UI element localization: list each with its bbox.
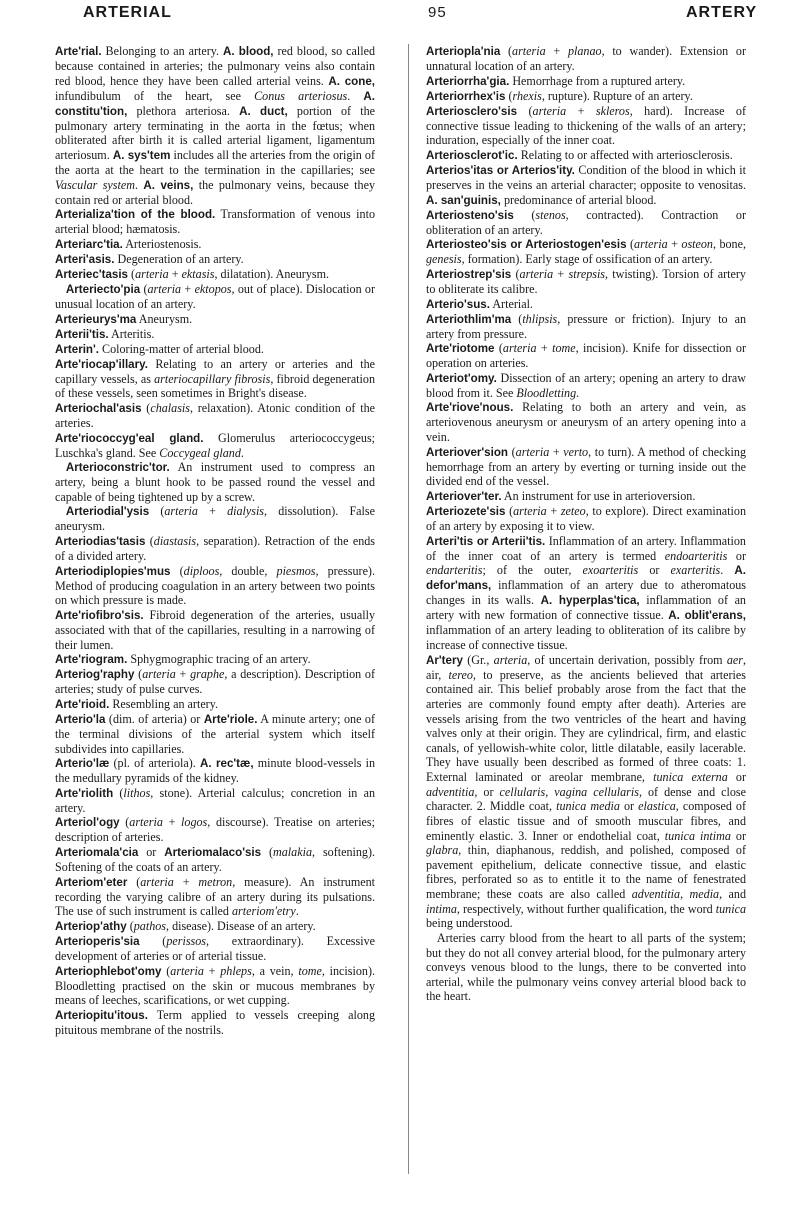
entry-definition: (thlipsis, pressure or friction). Injury to an artery from pressure. (426, 311, 746, 341)
entry-headword: Arteriothlim'ma (426, 312, 512, 326)
entry-headword: Arte'riove'nous. (426, 401, 514, 415)
dictionary-entry (55, 712, 375, 756)
entry-headword: Arteri'tis or Arterii'tis. (426, 534, 546, 548)
entry-headword: Arte'riolith (55, 786, 114, 800)
dictionary-entry (426, 489, 746, 504)
entry-definition: Relating to both an artery and vein, as arteriovenous aneurysm or aneurysm of an artery opening into a vein. (426, 400, 746, 445)
entry-headword: Arterios'itas or Arterios'ity. (426, 163, 575, 177)
dictionary-entry (426, 312, 746, 342)
entry-definition: An instrument used to compress an artery, being a blunt hook to be passed round the vessel and capable of being tightened up by a screw. (55, 460, 375, 504)
entry-headword: Arteriorrha'gia. (426, 74, 510, 88)
entry-headword: Arteriol'ogy (55, 816, 120, 830)
entry-headword: Arteriec'tasis (55, 267, 129, 281)
entry-headword: Arteriorrhex'is (426, 89, 506, 103)
entry-headword: Arteriecto'pia (65, 282, 141, 296)
dictionary-entry (55, 756, 375, 786)
entry-definition: or Arteriomalaco'sis (malakia, softening). Softening of the coats of an artery. (55, 845, 376, 875)
entry-definition: (lithos, stone). Arterial calculus; concretion in an artery. (55, 785, 375, 815)
page-number: 95 (428, 4, 447, 21)
entry-definition: Arteriostenosis. (122, 236, 202, 251)
entry-definition: Glomerulus arteriococcygeus; Luschka's gland. See Coccygeal gland. (55, 430, 376, 460)
entry-headword: Arteriosteno'sis (426, 208, 514, 222)
entry-definition: Arterial. (489, 296, 533, 311)
dictionary-entry (55, 845, 375, 875)
entry-headword: Arte'riofibro'sis. (55, 608, 144, 622)
entry-definition: (arteria + ektopos, out of place). Dislocation or unusual location of an artery. (55, 281, 376, 311)
entry-headword: Arterio'læ (55, 757, 110, 771)
entry-headword: Arte'riotome (426, 342, 495, 356)
entry-headword: Arteriomala'cia (55, 846, 139, 860)
dictionary-entry (426, 148, 746, 163)
entry-definition: (Gr., arteria, of uncertain derivation, possibly from aer, air, tereo, to preserve, as the ancients believed that arteries contained air. This belief probably arose from the fact that the arteries are commonly found empty after death). Arteries are vessels arising from the two ventricles of the heart and having valves only at their origin. They are cylindrical, firm, and elastic canals, of yellowish-white color, little dilatable, easily lacerable. They have usually been described as formed of three coats: 1. External laminated or areolar membrane, tunica externa or adventitia, or cellularis, vagina cellularis, of dense and close character. 2. Middle coat, tunica media or elastica, composed of fibres of elastic tissue and of smooth muscular fibres, and eminently elastic. 3. Inner or endothelial coat, tunica intima or glabra, thin, diaphanous, reddish, and polished, composed of pavement epithelium, delicate connective tissue, and elastic fibres, perforated so as to entitle it to the name of fenestrated membrane; these coats are also called adventitia, media, and intima, respectively, without further qualification, the word tunica being understood. (426, 652, 747, 931)
entry-headword: Arteriopla'nia (426, 45, 501, 58)
entry-definition: (perissos, extraordinary). Excessive development of arteries or of arterial tissue. (55, 934, 375, 964)
entry-definition: (stenos, contracted). Contraction or obliteration of an artery. (426, 207, 746, 237)
entry-headword: Arteriodial'ysis (65, 505, 150, 519)
entry-headword: Arterieurys'ma (55, 312, 137, 326)
entry-definition: (arteria + verto, to turn). A method of checking hemorrhage from an artery by everting or turning inside out the divided end of the vessel. (426, 444, 746, 489)
dictionary-entry (55, 401, 375, 431)
dictionary-entry (55, 919, 375, 934)
entry-definition: Belonging to an artery. A. blood, red blood, so called because contained in arteries; the pulmonary veins also contain red blood, hence they have been called arterial veins. A. cone, infundibulum of the heart, see Conus arteriosus. A. constitu'tion, plethora arteriosa. A. duct, portion of the pulmonary artery terminating in the aorta in the fœtus; when obliterated after birth it is called arterial ligament, ligamentum arteriosum. A. sys'tem includes all the arteries from the origin of the aorta at the heart to the termination in the capillaries; see Vascular system. A. veins, the pulmonary veins, because they contain red or arterial blood. (55, 44, 376, 207)
entry-definition: (rhexis, rupture). Rupture of an artery. (505, 88, 693, 103)
entry-definition: Fibroid degeneration of the arteries, usually associated with that of the capillaries, resulting in a narrowing of their lumen. (55, 607, 375, 652)
dictionary-entry (55, 504, 375, 534)
entry-headword: Arteriodiplopies'mus (55, 564, 171, 578)
dictionary-entry (426, 163, 746, 208)
entry-definition: Transformation of venous into arterial blood; hæmatosis. (55, 207, 375, 237)
dictionary-entry (426, 44, 746, 74)
entry-headword: Arteriop'athy (55, 919, 127, 933)
dictionary-entry (55, 237, 375, 252)
dictionary-entry (55, 875, 375, 919)
dictionary-entry (55, 342, 375, 357)
entry-headword: Arte'riococcyg'eal gland. (55, 431, 204, 445)
dictionary-entry (426, 237, 746, 267)
dictionary-entry (426, 445, 746, 489)
entry-definition: Relating to an artery or arteries and the capillary vessels, as arteriocapillary fibrosis, fibroid degeneration of these vessels, seen sometimes in Bright's disease. (55, 356, 375, 401)
dictionary-entry (426, 104, 746, 148)
header-first-word: ARTERIAL (83, 4, 172, 21)
entry-definition: (arteria + dialysis, dissolution). False aneurysm. (55, 504, 375, 534)
entry-definition: (chalasis, relaxation). Atonic condition of the arteries. (55, 400, 375, 430)
dictionary-entry (55, 1008, 375, 1038)
entry-headword: Arteriosteo'sis or Arteriostogen'esis (426, 238, 627, 252)
dictionary-entry (426, 208, 746, 238)
entry-definition: Aneurysm. (136, 311, 193, 326)
entry-definition: (arteria + zeteo, to explore). Direct examination of an artery by exposing it to view. (426, 504, 746, 534)
entry-headword: Arteriodias'tasis (55, 535, 146, 549)
entry-definition: Coloring-matter of arterial blood. (99, 341, 264, 356)
dictionary-entry (55, 207, 375, 237)
dictionary-entry (426, 504, 746, 534)
dictionary-entry (55, 964, 375, 1008)
dictionary-entry (55, 697, 375, 712)
dictionary-entry (426, 89, 746, 104)
entry-headword: Arteriosclerot'ic. (426, 148, 518, 162)
dictionary-entry (55, 431, 375, 461)
dictionary-entry (426, 297, 746, 312)
dictionary-entry (55, 534, 375, 564)
entry-definition: Hemorrhage from a ruptured artery. (509, 73, 686, 88)
entry-headword: Arterii'tis. (55, 327, 109, 341)
left-column (55, 44, 375, 1038)
entry-definition: Degeneration of an artery. (114, 251, 244, 266)
entry-headword: Arte'riogram. (55, 653, 128, 667)
entry-headword: Arteriophlebot'omy (55, 964, 162, 978)
dictionary-entry (426, 400, 746, 444)
dictionary-entry (55, 460, 375, 504)
entry-definition: Inflammation of an artery. Inflammation of the inner coat of an artery is termed endoarteritis or endarteritis; of the outer, exoarteritis or exarteritis. A. defor'mans, inflammation of an artery due to atheromatous changes in its walls. A. hyperplas'tica, inflammation of an artery with new formation of connective tissue. A. oblit'erans, inflammation of an artery leading to obliteration of its calibre by increase of connective tissue. (426, 533, 746, 652)
entry-definition: (arteria + planao, to wander). Extension or unnatural location of an artery. (426, 44, 747, 74)
column-divider (408, 44, 409, 1174)
entry-headword: Arterio'sus. (426, 297, 490, 311)
entry-definition: (arteria + skleros, hard). Increase of connective tissue leading to thickening of the walls of an artery; induration, especially of the inner coat. (426, 103, 746, 148)
entry-definition: Dissection of an artery; opening an artery to draw blood from it. See Bloodletting. (426, 370, 746, 400)
dictionary-entry (55, 357, 375, 401)
entry-definition: (arteria + logos, discourse). Treatise on arteries; description of arteries. (55, 815, 375, 845)
dictionary-entry (55, 667, 375, 697)
dictionary-entry (55, 267, 375, 282)
entry-definition: (diastasis, separation). Retraction of the ends of a divided artery. (55, 534, 375, 564)
entry-definition: (arteria + osteon, bone, genesis, formation). Early stage of ossification of an artery. (426, 237, 746, 267)
dictionary-entry (55, 786, 375, 816)
dictionary-entry (426, 341, 746, 371)
dictionary-entry (55, 652, 375, 667)
entry-definition: (arteria + ektasis, dilatation). Aneurysm. (128, 266, 330, 281)
entry-headword: Arterio'la (55, 712, 106, 726)
entry-headword: Arteriover'ter. (426, 490, 502, 503)
dictionary-entry (55, 327, 375, 342)
entry-headword: Arteriot'omy. (426, 371, 497, 385)
dictionary-entry (426, 74, 746, 89)
entry-definition: Sphygmographic tracing of an artery. (127, 652, 311, 667)
dictionary-entry (55, 44, 375, 207)
dictionary-entry (55, 934, 375, 964)
entry-definition: (arteria + tome, incision). Knife for dissection or operation on arteries. (426, 341, 746, 371)
entry-headword: Arterializa'tion of the blood. (55, 208, 216, 222)
header-last-word: ARTERY (686, 4, 758, 21)
entry-headword: Arterin'. (55, 342, 99, 356)
dictionary-entry (426, 653, 746, 931)
two-column-body (55, 44, 755, 1204)
right-column (426, 44, 746, 1004)
dictionary-entry (426, 267, 746, 297)
entry-definition: Relating to or affected with arteriosclerosis. (517, 147, 733, 162)
entry-headword: Arte'rial. (55, 45, 102, 58)
entry-headword: Arte'riocap'illary. (55, 357, 148, 371)
entry-definition: Arteritis. (108, 326, 155, 341)
dictionary-entry (55, 815, 375, 845)
entry-headword: Arterioconstric'tor. (65, 461, 170, 475)
entry-headword: Ar'tery (426, 653, 463, 667)
entry-definition: Term applied to vessels creeping along pituitous membrane of the nostrils. (55, 1007, 375, 1037)
entry-headword: Arte'rioid. (55, 697, 110, 711)
entry-definition: (pathos, disease). Disease of an artery. (126, 918, 316, 933)
entry-headword: Arteriover'sion (426, 445, 509, 459)
entry-headword: Arteriog'raphy (55, 668, 135, 682)
entry-definition: (dim. of arteria) or Arte'riole. A minute artery; one of the terminal divisions of the arterial system which itself subdivides into capillaries. (55, 711, 375, 756)
dictionary-entry (426, 534, 746, 653)
entry-definition: (diploos, double, piesmos, pressure). Method of producing coagulation in an artery between two points on which pressure is made. (55, 563, 375, 608)
entry-definition: An instrument for use in arterioversion. (501, 489, 696, 503)
dictionary-entry (426, 371, 746, 401)
entry-headword: Arteri'asis. (55, 252, 115, 266)
entry-headword: Arterioperis'sia (55, 935, 140, 948)
entry-headword: Arteriarc'tia. (55, 237, 123, 251)
entry-headword: Arteriostrep'sis (426, 267, 512, 281)
entry-headword: Arteriochal'asis (55, 401, 142, 415)
entry-definition: (arteria + metron, measure). An instrument recording the varying calibre of an artery during its pulsations. The use of such instrument is called arteriom'etry. (55, 874, 375, 919)
entry-headword: Arteriopitu'itous. (55, 1008, 148, 1022)
entry-definition: (arteria + strepsis, twisting). Torsion of artery to obliterate its calibre. (426, 266, 746, 296)
entry-headword: Arteriozete'sis (426, 505, 506, 519)
dictionary-entry (55, 282, 375, 312)
dictionary-entry (55, 608, 375, 652)
entry-definition: Arteries carry blood from the heart to all parts of the system; but they do not all convey arterial blood, for the pulmonary artery conveys venous blood to the lungs, there to be converted into arterial, while the pulmonary veins convey arterial blood back to the heart. (426, 930, 746, 1004)
entry-definition: (arteria + phleps, a vein, tome, incision). Bloodletting practised on the skin or mucous membranes by means of leeches, scarifications, or wet cupping. (55, 963, 375, 1008)
entry-definition: Resembling an artery. (109, 696, 218, 711)
running-header (40, 0, 760, 40)
dictionary-entry (55, 564, 375, 608)
dictionary-entry (55, 312, 375, 327)
entry-definition: (pl. of arteriola). A. rec'tæ, minute blood-vessels in the medullary pyramids of the kidney. (55, 756, 376, 786)
dictionary-entry (55, 252, 375, 267)
entry-definition: (arteria + graphe, a description). Description of arteries; study of pulse curves. (55, 667, 375, 697)
dictionary-entry (426, 931, 746, 1004)
entry-definition: Condition of the blood in which it preserves in the veins an arterial character; opposite to venositas. A. san'guinis, predominance of arterial blood. (426, 162, 747, 207)
entry-headword: Arteriom'eter (55, 875, 128, 889)
entry-headword: Arteriosclero'sis (426, 104, 518, 118)
